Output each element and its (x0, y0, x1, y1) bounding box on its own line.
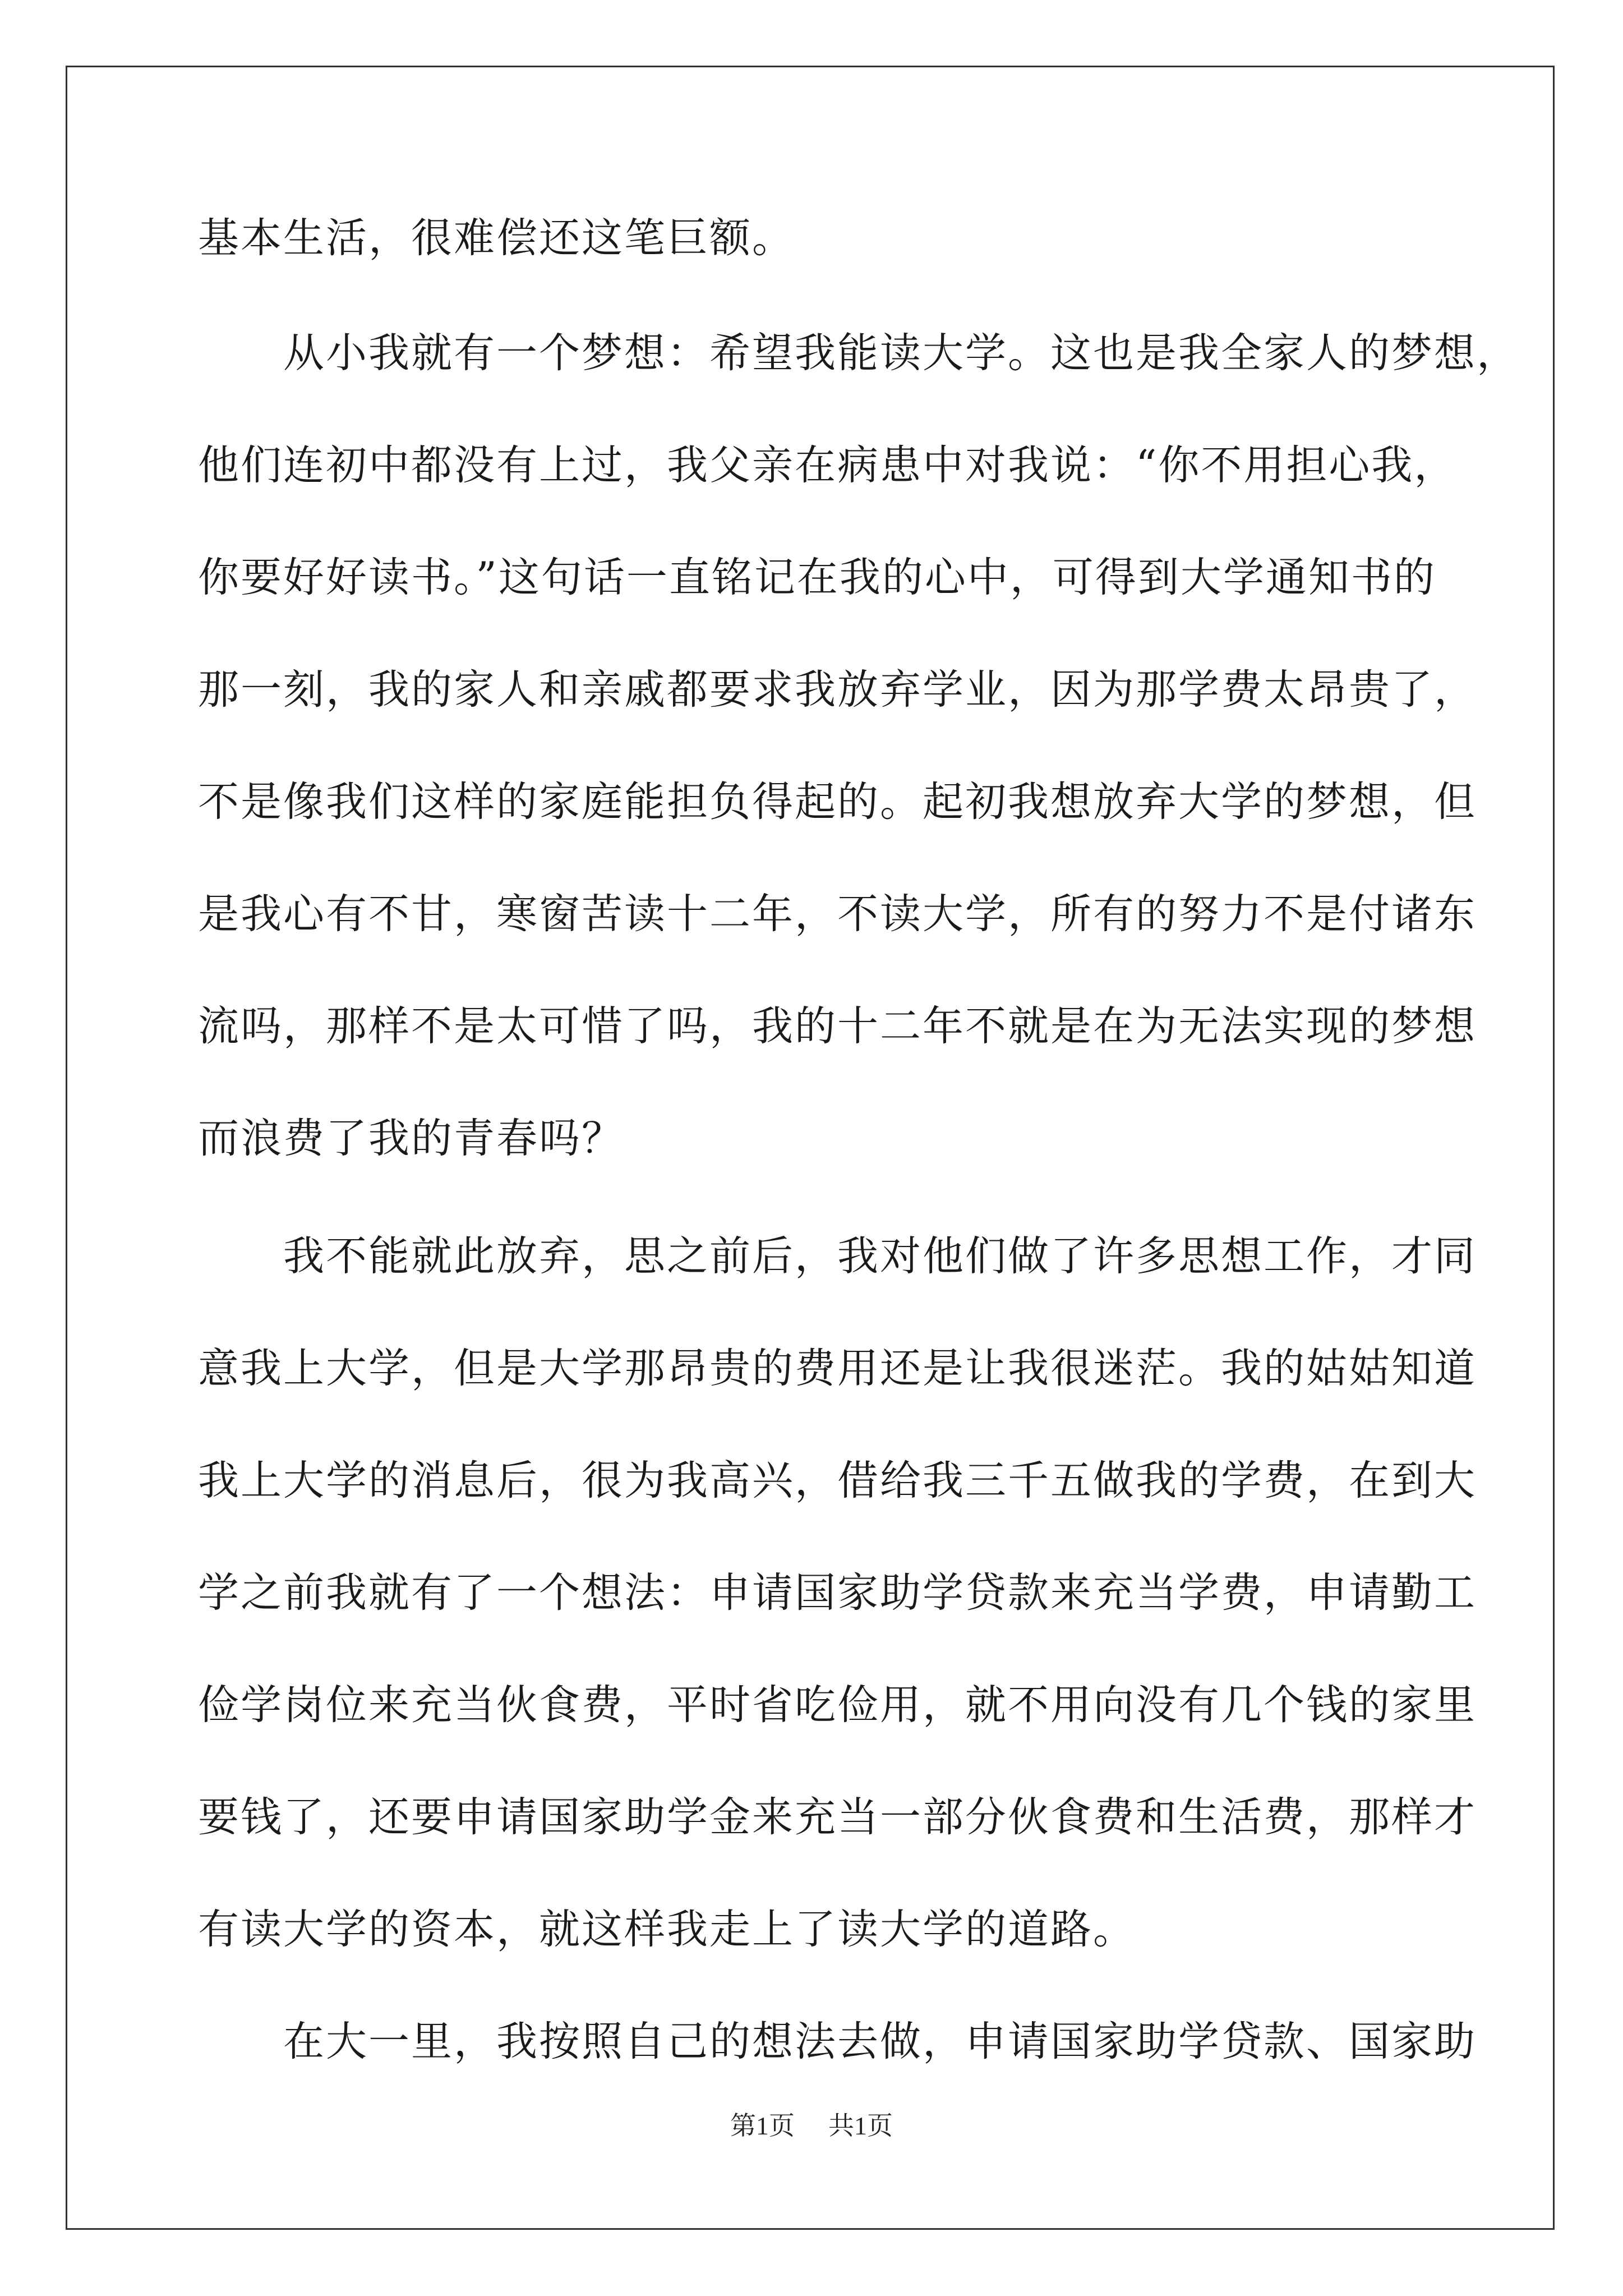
text-line: 意我上大学，但是大学那昂贵的费用还是让我很迷茫。我的姑姑知道 (198, 1345, 1477, 1392)
text-line: 从小我就有一个梦想：希望我能读大学。这也是我全家人的梦想， (198, 329, 1519, 377)
page-footer (0, 2109, 1623, 2143)
text-line: 要钱了，还要申请国家助学金来充当一部分伙食费和生活费，那样才 (198, 1793, 1477, 1841)
text-line: 你要好好读书。”这句话一直铭记在我的心中，可得到大学通知书的 (198, 554, 1436, 601)
text-line: 俭学岗位来充当伙食费，平时省吃俭用，就不用向没有几个钱的家里 (198, 1681, 1477, 1729)
text-line: 在大一里，我按照自己的想法去做，申请国家助学贷款、国家助 (198, 2018, 1477, 2065)
page-total: 共1页 (828, 2111, 893, 2140)
text-line: 是我心有不甘，寒窗苦读十二年，不读大学，所有的努力不是付诸东 (198, 890, 1477, 938)
text-line: 不是像我们这样的家庭能担负得起的。起初我想放弃大学的梦想，但 (198, 778, 1477, 826)
text-line: 他们连初中都没有上过，我父亲在病患中对我说：“你不用担心我， (198, 441, 1457, 489)
page-number: 第1页 (730, 2111, 795, 2140)
text-line: 学之前我就有了一个想法：申请国家助学贷款来充当学费，申请勤工 (198, 1569, 1477, 1617)
text-line: 基本生活，很难偿还这笔巨额。 (198, 214, 795, 262)
text-line: 我上大学的消息后，很为我高兴，借给我三千五做我的学费，在到大 (198, 1457, 1477, 1504)
text-line: 而浪费了我的青春吗？ (198, 1115, 624, 1162)
text-line: 我不能就此放弃，思之前后，我对他们做了许多思想工作，才同 (198, 1232, 1477, 1280)
text-line: 那一刻，我的家人和亲戚都要求我放弃学业，因为那学费太昂贵了， (198, 666, 1477, 714)
text-line: 流吗，那样不是太可惜了吗，我的十二年不就是在为无法实现的梦想 (198, 1002, 1477, 1050)
text-line: 有读大学的资本，就这样我走上了读大学的道路。 (198, 1906, 1136, 1953)
